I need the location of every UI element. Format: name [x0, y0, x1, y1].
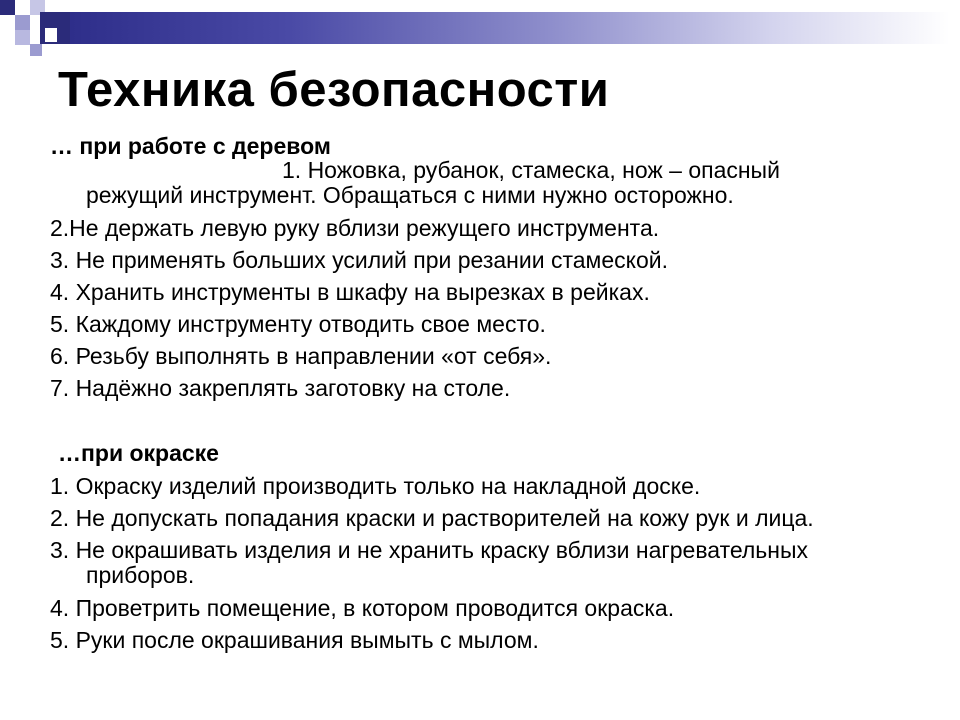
section-heading-paint: …при окраске [58, 440, 219, 466]
decor-square [15, 0, 30, 15]
list-item: 1. Окраску изделий производить только на накладной доске. [50, 473, 701, 499]
list-item-continuation: приборов. [86, 562, 195, 588]
list-item: 4. Проветрить помещение, в котором проводится окраска. [50, 595, 675, 621]
list-item: 5. Каждому инструменту отводить свое место. [50, 311, 546, 337]
decor-square [0, 0, 15, 15]
decor-square [15, 15, 30, 30]
list-item: 3. Не применять больших усилий при резании стамеской. [50, 247, 668, 273]
list-item: 3. Не окрашивать изделия и не хранить краску вблизи нагревательных [50, 537, 809, 563]
section-heading-wood: … при работе с деревом [50, 133, 331, 159]
slide-title: Техника безопасности [58, 63, 610, 117]
decor-square [45, 28, 57, 42]
list-item: 5. Руки после окрашивания вымыть с мылом. [50, 627, 539, 653]
decor-square [0, 15, 15, 30]
list-item: 2.Не держать левую руку вблизи режущего инструмента. [50, 215, 660, 241]
list-item: 6. Резьбу выполнять в направлении «от себя». [50, 343, 552, 369]
list-item: 1. Ножовка, рубанок, стамеска, нож – опасный [282, 157, 780, 183]
header-gradient-bar [70, 12, 950, 44]
list-item: 4. Хранить инструменты в шкафу на вырезках в рейках. [50, 279, 650, 305]
decor-square [30, 44, 42, 56]
list-item-continuation: режущий инструмент. Обращаться с ними нужно осторожно. [86, 182, 734, 208]
list-item: 7. Надёжно закреплять заготовку на столе. [50, 375, 511, 401]
decor-square [15, 30, 30, 45]
list-item: 2. Не допускать попадания краски и растворителей на кожу рук и лица. [50, 505, 814, 531]
